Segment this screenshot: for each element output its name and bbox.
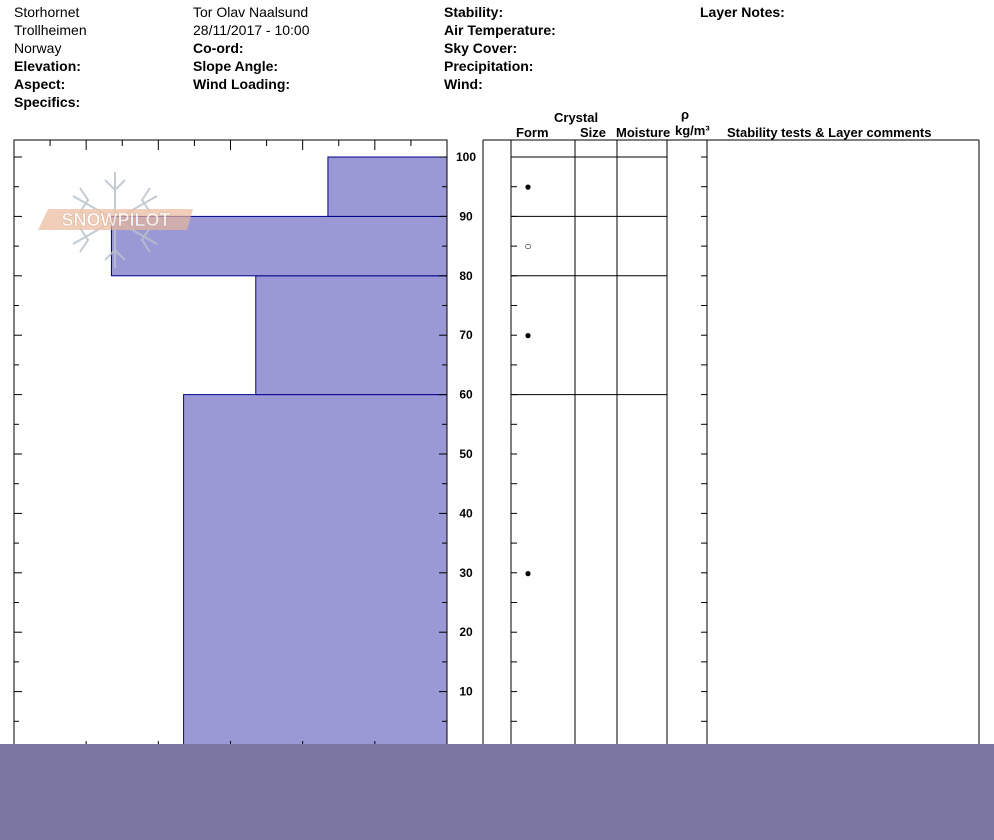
moisture-header: Moisture (616, 125, 671, 140)
precipitation-label: Precipitation: (444, 58, 534, 74)
height-tick-label: 80 (459, 268, 473, 283)
height-tick-label: 60 (459, 387, 473, 402)
grain-form-symbol: ○ (524, 239, 532, 254)
location-name: Storhornet (14, 4, 80, 20)
grain-form-symbol: ● (524, 179, 532, 194)
height-tick-label: 100 (455, 150, 477, 164)
region-name: Trollheimen (14, 22, 87, 38)
layer-notes-label: Layer Notes: (700, 4, 785, 20)
aspect-label: Aspect: (14, 76, 66, 92)
grain-form-symbol: ● (524, 328, 532, 343)
form-header: Form (516, 125, 549, 140)
slope-angle-label: Slope Angle: (193, 58, 279, 74)
stability-label: Stability: (444, 4, 504, 20)
density-unit-header: kg/m³ (675, 123, 710, 138)
air-temperature-label: Air Temperature: (444, 22, 556, 38)
height-tick-label: 40 (459, 506, 473, 521)
grain-form-symbol: ● (524, 565, 532, 580)
elevation-label: Elevation: (14, 58, 81, 74)
country-name: Norway (14, 40, 62, 56)
hardness-bar-0 (184, 395, 447, 751)
hardness-bar-1 (256, 276, 447, 395)
height-tick-label: 20 (459, 625, 473, 640)
specifics-label: Specifics: (14, 94, 81, 110)
stability-comments-header: Stability tests & Layer comments (727, 125, 932, 140)
crystal-table (483, 140, 979, 744)
footer-band (0, 744, 994, 840)
snowpilot-logo-text: SNOWPILOT (61, 210, 171, 230)
height-tick-label: 10 (459, 684, 473, 699)
rho-header: ρ (681, 107, 690, 122)
height-tick-label: 30 (459, 565, 473, 580)
height-tick-label: 70 (459, 328, 473, 343)
wind-label: Wind: (444, 76, 483, 92)
observation-datetime: 28/11/2017 - 10:00 (193, 22, 310, 38)
crystal-header: Crystal (554, 110, 599, 125)
height-tick-label: 90 (459, 209, 473, 224)
height-tick-label: 50 (459, 447, 473, 461)
sky-cover-label: Sky Cover: (444, 40, 518, 56)
wind-loading-label: Wind Loading: (193, 76, 291, 92)
coord-label: Co-ord: (193, 40, 244, 56)
hardness-bar-3 (328, 157, 447, 216)
size-header: Size (580, 125, 607, 140)
observer-name: Tor Olav Naalsund (193, 4, 309, 20)
